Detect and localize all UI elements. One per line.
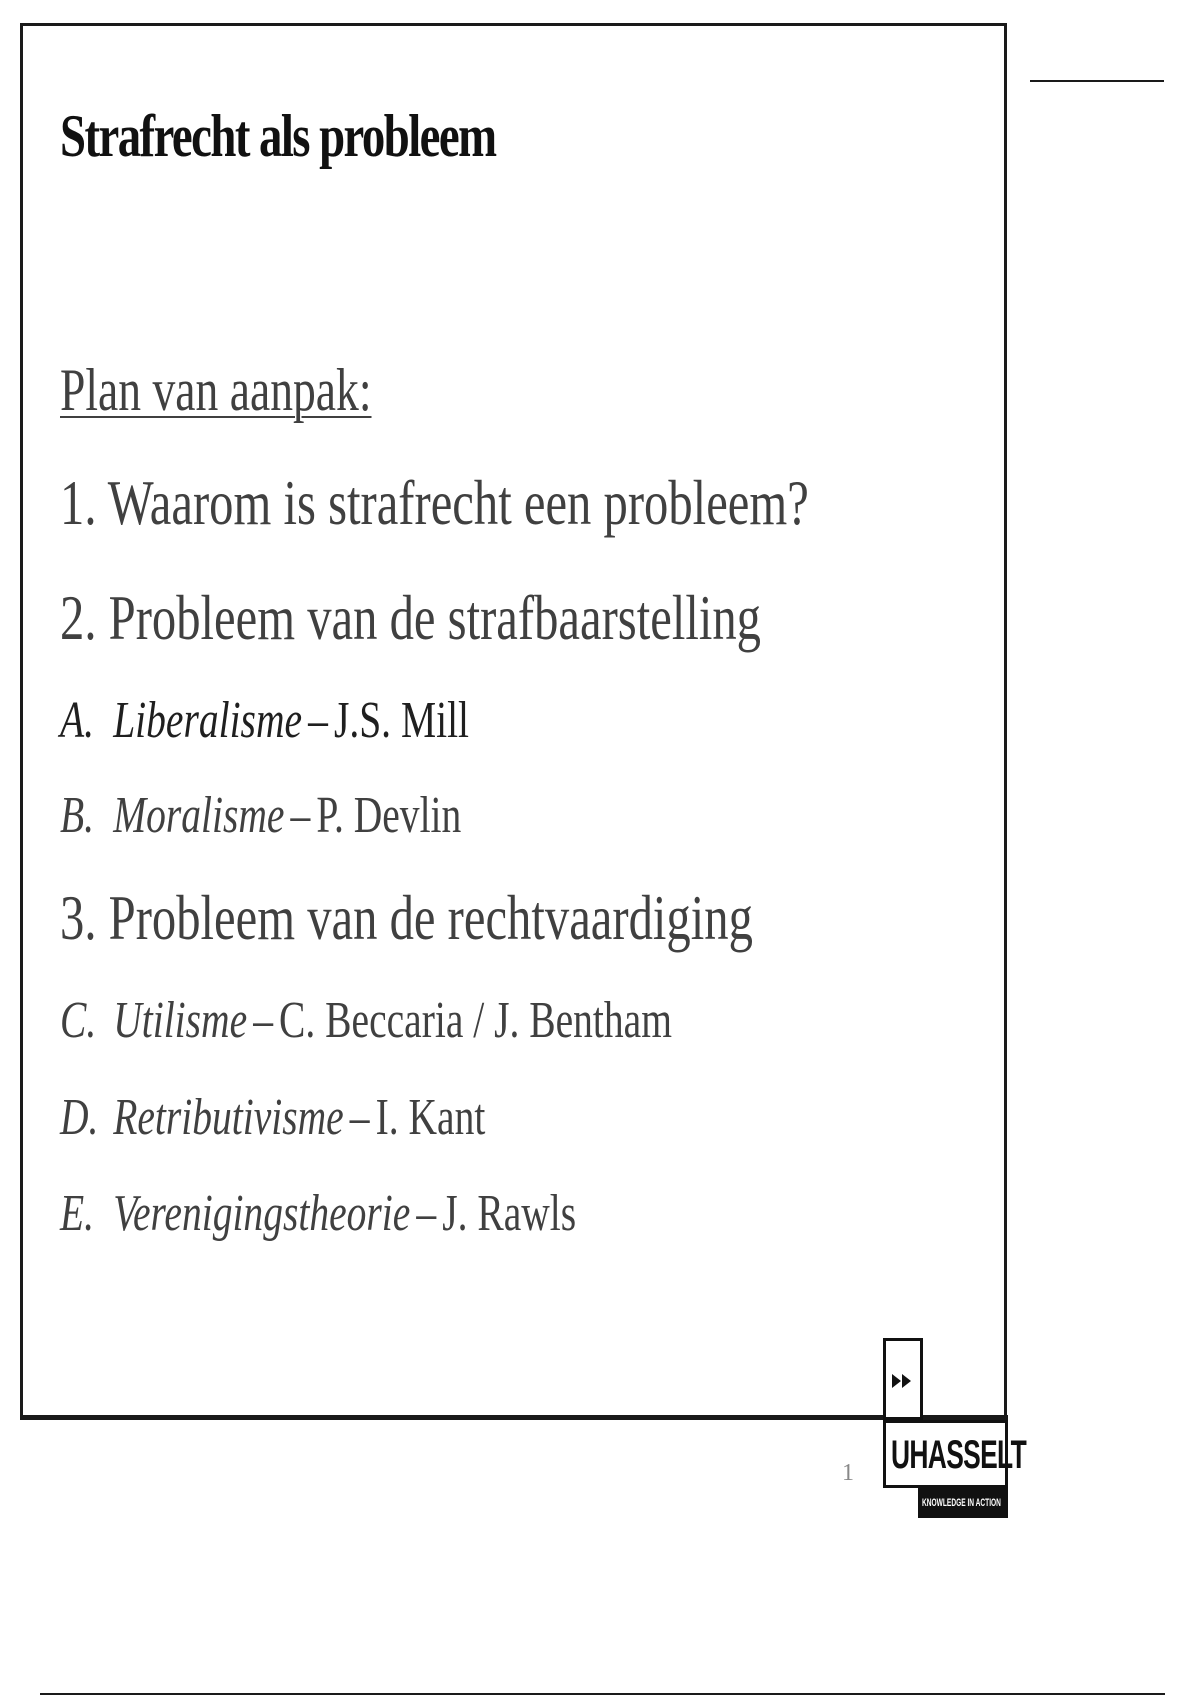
subsection-letter: B. [60, 787, 95, 844]
logo-arrow-box [883, 1338, 923, 1420]
section-2: 2. Probleem van de strafbaarstelling [60, 582, 762, 653]
subsection-term: Liberalisme [113, 692, 303, 749]
logo-tagline-box [918, 1488, 1008, 1518]
subsection-term: Utilisme [113, 992, 248, 1049]
subsection-e [60, 1184, 576, 1243]
logo-name-box [883, 1420, 1027, 1488]
subsection-letter: E. [60, 1185, 95, 1242]
subsection-dash: – [290, 787, 311, 844]
slide-bottom-rule [20, 1415, 1008, 1420]
subsection-author: J. Rawls [442, 1185, 577, 1242]
fast-forward-icon [892, 1374, 914, 1388]
slide-frame [20, 23, 1007, 1419]
subsection-author: J.S. Mill [333, 692, 470, 749]
section-1: 1. Waarom is strafrecht een probleem? [60, 467, 809, 538]
uhasselt-logo [883, 1338, 1027, 1522]
plan-heading: Plan van aanpak: [60, 357, 372, 423]
logo-tagline: KNOWLEDGE IN ACTION [922, 1497, 1001, 1509]
subsection-b [60, 786, 461, 845]
subsection-dash: – [253, 992, 273, 1049]
subsection-dash: – [416, 1185, 437, 1242]
slide-title: Strafrecht als probleem [60, 103, 496, 169]
subsection-author: I. Kant [375, 1089, 486, 1146]
subsection-c [60, 991, 672, 1050]
subsection-letter: C. [60, 992, 97, 1049]
notes-side-rule [1030, 80, 1164, 82]
subsection-d [60, 1088, 485, 1147]
subsection-dash: – [308, 692, 328, 749]
subsection-letter: A. [60, 692, 95, 749]
subsection-term: Moralisme [113, 787, 285, 844]
subsection-a [60, 691, 469, 750]
page-number: 1 [842, 1460, 854, 1486]
subsection-author: C. Beccaria / J. Bentham [279, 992, 672, 1049]
subsection-letter: D. [60, 1089, 99, 1146]
notes-bottom-rule [40, 1693, 1165, 1695]
section-3: 3. Probleem van de rechtvaardiging [60, 882, 753, 953]
subsection-term: Retributivisme [113, 1089, 344, 1146]
logo-name: UHASSELT [891, 1433, 1027, 1477]
subsection-term: Verenigingstheorie [113, 1185, 411, 1242]
subsection-author: P. Devlin [316, 787, 462, 844]
subsection-dash: – [349, 1089, 370, 1146]
